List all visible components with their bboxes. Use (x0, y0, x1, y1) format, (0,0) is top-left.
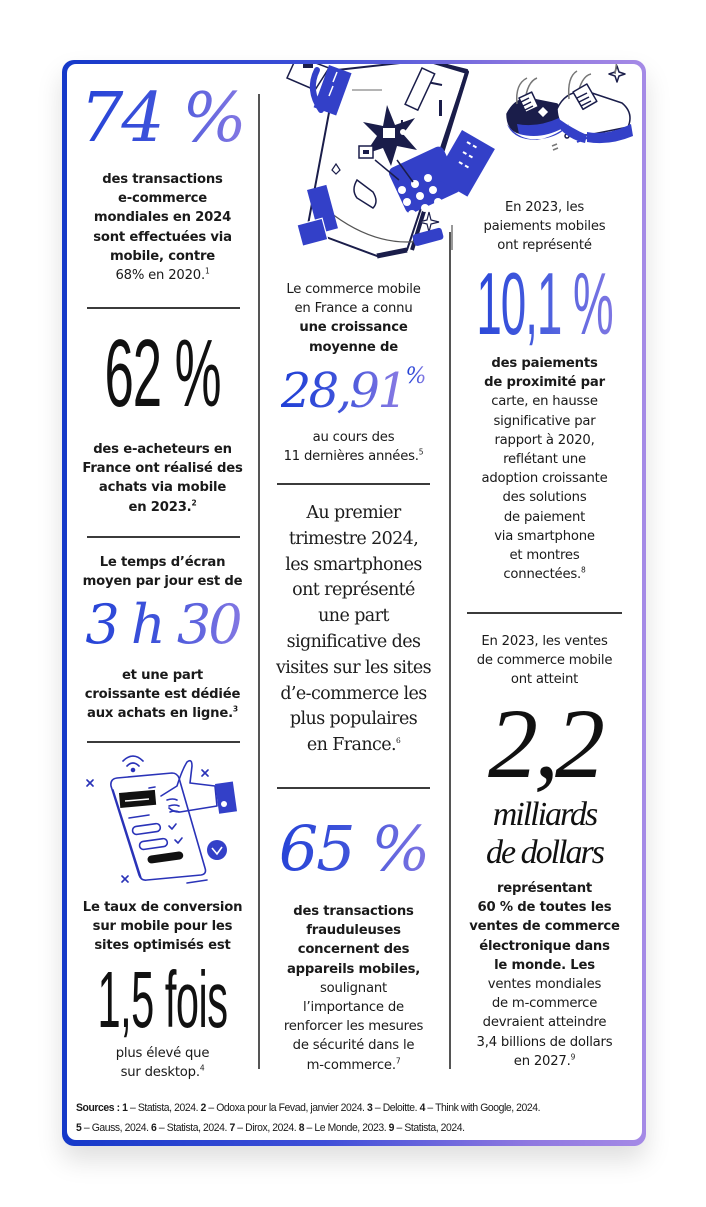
stat-mobile-payments (449, 254, 640, 353)
source-number: 7 (229, 1122, 235, 1134)
unit-line: milliards (492, 796, 597, 833)
text-line: sur mobile pour les (92, 919, 233, 935)
text-line: 3,4 billions de dollars (476, 1034, 613, 1050)
text-line: des transactions (102, 172, 223, 187)
separator (467, 612, 622, 614)
text-line: de proximité par (484, 375, 605, 391)
stat-screen-time (67, 592, 258, 658)
stat-62-percent (67, 320, 258, 427)
text-line: e-commerce (118, 191, 207, 207)
source-text: – Think with Google, 2024. (424, 1102, 541, 1114)
text-line: significative par (493, 413, 596, 429)
text-line: reflétant une (503, 452, 586, 468)
text-line: croissante est dédiée (84, 687, 241, 703)
source-text: – Dirox, 2024. (234, 1122, 299, 1134)
sources-line-2 (76, 1118, 597, 1138)
text-line: France ont réalisé des (82, 461, 243, 477)
text-line: des transactions (293, 904, 414, 919)
text-line: soulignant (320, 980, 387, 996)
separator (277, 787, 430, 789)
text-line: des e-acheteurs en (93, 442, 232, 457)
text-line: de m-commerce (491, 996, 598, 1012)
text-line: frauduleuses (306, 923, 401, 939)
text-line: paiements mobiles (483, 219, 606, 235)
stat-conversion (67, 955, 258, 1044)
text-line: 60 % de toutes les (477, 900, 612, 916)
text-line: aux achats en ligne.$^3$ (87, 705, 238, 722)
stat-value: 62 % (104, 320, 221, 427)
text-line: en France a connu (294, 301, 413, 317)
stat-74-description (67, 170, 258, 285)
text-line: via smartphone (494, 528, 595, 544)
text-line: une croissance (299, 320, 408, 336)
text-line: Le temps d’écran (99, 555, 226, 570)
text-line: de commerce mobile (476, 653, 613, 669)
text-line: mobile, contre (109, 248, 216, 264)
text-line: et montres (509, 548, 580, 564)
text-line: Le taux de conversion (82, 900, 243, 915)
hand-holding-smartphone-icon (77, 748, 252, 888)
stat-62-description (67, 440, 258, 517)
stat-screen-time-intro (67, 553, 258, 591)
text-line: et une part (121, 668, 204, 683)
text-line: devraient atteindre (482, 1015, 607, 1031)
stat-conversion-description (67, 1044, 258, 1082)
source-number: 1 (122, 1102, 128, 1114)
source-number: 8 (298, 1122, 305, 1134)
stat-value: 3 h 30 (67, 592, 258, 658)
sources-label: Sources : (76, 1102, 120, 1114)
infographic-content (67, 64, 642, 1140)
separator (277, 483, 430, 485)
text-line: les smartphones (285, 554, 422, 575)
source-text: – Statista, 2024. (127, 1102, 201, 1114)
footnote-marker: 1 (204, 266, 210, 276)
text-line: 11 dernières années.$^5$ (283, 447, 424, 465)
text-line: Le commerce mobile (286, 282, 421, 297)
separator (87, 307, 240, 309)
source-text: – Deloitte. (372, 1102, 420, 1114)
text-line: 68% en 2020.$^1$ (115, 266, 210, 284)
text-line: ont représenté (292, 580, 415, 601)
text-line: m-commerce.$^7$ (306, 1056, 401, 1073)
source-number: 5 (76, 1122, 82, 1134)
text-line: ont atteint (510, 672, 579, 688)
sources-footer (76, 1098, 597, 1138)
text-line: carte, en hausse (491, 394, 598, 410)
text-line: trimestre 2024, (288, 528, 419, 549)
source-text: – Statista, 2024. (394, 1122, 465, 1134)
text-line: en 2023.$^2$ (128, 498, 197, 515)
stat-sales (449, 688, 640, 799)
text-line: rapport à 2020, (494, 432, 595, 448)
text-line: électronique dans (479, 938, 610, 954)
text-line: une part (318, 606, 389, 627)
source-text: – Odoxa pour la Fevad, janvier 2024. (205, 1102, 368, 1114)
text-line: appareils mobiles, (286, 961, 421, 977)
stat-74-percent (67, 79, 258, 158)
stat-growth-description (258, 428, 449, 466)
text-line: En 2023, les (504, 200, 585, 215)
text-line: mondiales en 2024 (93, 210, 232, 226)
separator (87, 741, 240, 743)
text-line: achats via mobile (98, 480, 227, 496)
source-number: 4 (419, 1102, 425, 1114)
footnote-marker: 5 (418, 447, 424, 457)
separator (87, 536, 240, 538)
footnote-marker: 3 (232, 705, 238, 715)
stat-mobile-payments-description (449, 354, 640, 584)
text-line: Au premier (306, 503, 401, 523)
stat-value: 74 % (67, 82, 258, 156)
text-line: sont effectuées via (93, 229, 232, 245)
stat-sales-description (449, 879, 640, 1071)
text-line: moyen par jour est de (82, 574, 243, 590)
text-line: renforcer les mesures (283, 1019, 424, 1035)
text-line: le monde. Les (494, 957, 595, 973)
text-line: des paiements (491, 356, 598, 371)
source-number: 6 (151, 1122, 157, 1134)
footnote-marker: 7 (395, 1056, 401, 1066)
text-line: plus populaires (289, 709, 418, 730)
text-line: des solutions (502, 490, 587, 506)
percent-suffix: % (405, 364, 427, 389)
footnote-marker: 2 (191, 498, 197, 508)
text-line: ventes de commerce (469, 919, 620, 935)
text-line: adoption croissante (481, 471, 608, 487)
stat-65-description (258, 902, 449, 1075)
footnote-marker: 9 (570, 1052, 576, 1062)
text-line: au cours des (312, 430, 395, 445)
text-line: en 2027.$^9$ (513, 1052, 576, 1069)
source-text: – Gauss, 2024. (81, 1122, 152, 1134)
footnote-marker: 8 (581, 565, 586, 575)
text-line: visites sur les sites (275, 657, 432, 678)
text-line: moyenne de (308, 339, 399, 355)
stat-growth-intro (258, 280, 449, 357)
stat-screen-time-description (67, 666, 258, 724)
stat-65-percent (258, 809, 449, 889)
stat-value: 2,2 (488, 688, 601, 799)
text-line: en France.$^6$ (306, 735, 401, 756)
text-line: En 2023, les ventes (481, 634, 608, 649)
text-line: sites optimisés est (94, 938, 231, 954)
text-line: plus élevé que (115, 1046, 210, 1061)
source-text: – Statista, 2024. (156, 1122, 230, 1134)
sources-line-1 (76, 1098, 597, 1118)
text-line: de sécurité dans le (292, 1038, 415, 1054)
stat-value: 1,5 fois (97, 955, 228, 1044)
infographic-card (62, 60, 646, 1146)
stat-sales-intro (449, 632, 640, 690)
stat-conversion-intro (67, 898, 258, 956)
text-line: sur desktop.$^4$ (120, 1063, 205, 1081)
text-line: ont représenté (497, 238, 592, 254)
text-line: d’e-commerce les (280, 683, 427, 704)
stat-mobile-payments-intro (449, 198, 640, 256)
text-line: de paiement (503, 509, 586, 525)
footnote-marker: 4 (199, 1063, 205, 1073)
text-line: significative des (286, 631, 421, 652)
diamond-sparkle-icon (535, 104, 551, 120)
unit-line: de dollars (486, 834, 603, 871)
text-line: concernent des (297, 942, 410, 958)
stat-value: 65 % (258, 809, 449, 889)
source-number: 2 (200, 1102, 206, 1114)
text-line: ventes mondiales (487, 977, 602, 993)
text-line: représentant (496, 881, 592, 896)
text-line: l’importance de (303, 1000, 404, 1016)
stat-value: 10,1 % (453, 260, 636, 348)
text-line: connectées.$^8$ (503, 565, 586, 583)
quote-smartphone-visits (258, 501, 449, 759)
sneakers-icon (497, 64, 642, 164)
source-text: – Le Monde, 2023. (304, 1122, 389, 1134)
stat-growth (258, 360, 449, 422)
source-number: 3 (367, 1102, 373, 1114)
stat-value: 28,91 (280, 363, 406, 419)
stat-sales-unit (449, 796, 640, 872)
source-number: 9 (388, 1122, 395, 1134)
footnote-marker: 6 (395, 736, 401, 746)
